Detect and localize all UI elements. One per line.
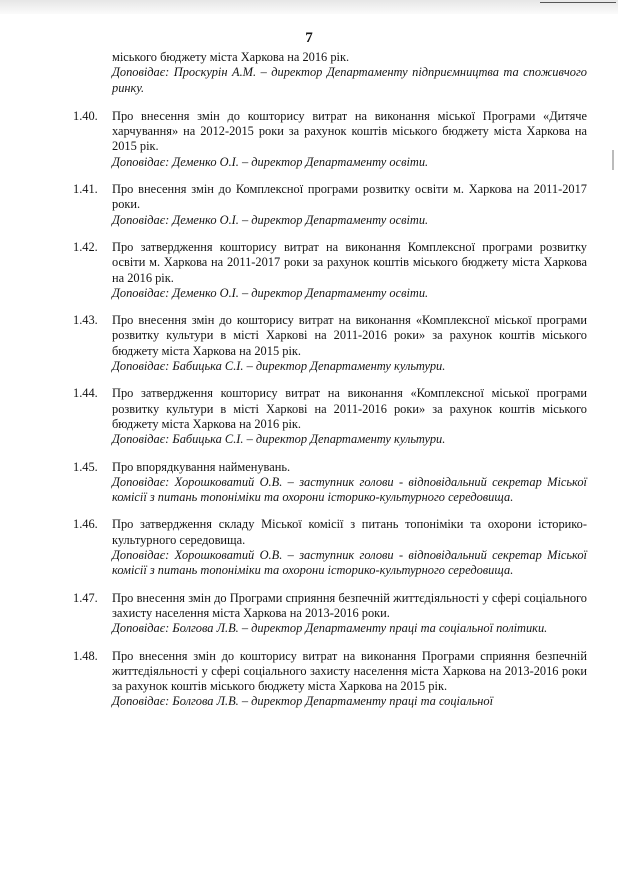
agenda-item-number: 1.48. — [73, 648, 98, 663]
agenda-item-number: 1.40. — [73, 108, 98, 123]
agenda-item-text: Про впорядкування найменувань. — [112, 459, 291, 474]
agenda-item-body — [112, 109, 587, 170]
agenda-item-text: Про внесення змін до кошторису витрат на виконання Програми сприяння безпечній життєдіяльності у сфері соціального захисту населення міста Харкова на 2013-2016 роки за рахунок коштів міського бюджету міста Харкова на 2015 рік. — [112, 648, 587, 694]
agenda-item — [73, 386, 587, 447]
agenda-item-number: 1.46. — [73, 517, 98, 532]
agenda-item-number: 1.42. — [73, 239, 98, 254]
agenda-item-text: Про внесення змін до Програми сприяння безпечній життєдіяльності у сфері соціального захисту населення міста Харкова на 2013-2016 роки. — [112, 590, 587, 620]
agenda-item — [73, 591, 587, 637]
agenda-item-speaker: Доповідає: Болгова Л.В. – директор Департаменту праці та соціальної політики. — [112, 621, 548, 636]
agenda-item-body — [112, 182, 587, 228]
agenda-item-body — [112, 50, 587, 96]
agenda-item-text: Про внесення змін до Комплексної програми розвитку освіти м. Харкова на 2011-2017 роки. — [112, 182, 587, 212]
agenda-item-speaker: Доповідає: Хорошковатий О.В. – заступник голови - відповідальний секретар Міської комісії з питань топоніміки та охорони історико-культурного середовища. — [112, 548, 587, 578]
agenda-item-continuation — [73, 50, 587, 96]
agenda-item — [73, 313, 587, 374]
agenda-item-number: 1.47. — [73, 590, 98, 605]
scan-artifact-edge — [612, 150, 614, 170]
agenda-item-speaker: Доповідає: Деменко О.І. – директор Департаменту освіти. — [112, 154, 429, 169]
agenda-item-speaker: Доповідає: Деменко О.І. – директор Департаменту освіти. — [112, 212, 429, 227]
agenda-item-text: Про внесення змін до кошторису витрат на виконання міської Програми «Дитяче харчування» на 2012-2015 роки за рахунок коштів міського бюджету міста Харкова на 2015 рік. — [112, 108, 587, 154]
agenda-content — [73, 50, 587, 722]
agenda-item-body — [112, 649, 587, 710]
agenda-item-body — [112, 386, 587, 447]
agenda-item-number: 1.44. — [73, 386, 98, 401]
agenda-item-body — [112, 313, 587, 374]
agenda-item-speaker: Доповідає: Проскурін А.М. – директор Департаменту підприємництва та споживчого ринку. — [112, 65, 587, 95]
scan-artifact-line — [540, 2, 616, 3]
agenda-item-text: міського бюджету міста Харкова на 2016 рік. — [112, 50, 350, 64]
agenda-item-number: 1.45. — [73, 459, 98, 474]
agenda-item-speaker: Доповідає: Хорошковатий О.В. – заступник голови - відповідальний секретар Міської комісії з питань топоніміки та охорони історико-культурного середовища. — [112, 474, 587, 505]
agenda-item — [73, 182, 587, 228]
agenda-item-body — [112, 460, 587, 506]
agenda-item — [73, 240, 587, 301]
agenda-item — [73, 460, 587, 506]
agenda-item — [73, 109, 587, 170]
agenda-item — [73, 517, 587, 578]
agenda-item-number-empty — [73, 50, 112, 96]
agenda-item-number: 1.43. — [73, 313, 98, 328]
agenda-item-speaker: Доповідає: Бабицька С.І. – директор Департаменту культури. — [112, 432, 446, 447]
agenda-item-speaker: Доповідає: Болгова Л.В. – директор Департаменту праці та соціальної — [112, 694, 494, 709]
agenda-item-text: Про затвердження кошторису витрат на виконання «Комплексної міської програми розвитку культури в місті Харкові на 2011-2016 роки» за рахунок коштів міського бюджету міста Харкова на 2016 рік. — [112, 386, 587, 431]
agenda-item-text: Про внесення змін до кошторису витрат на виконання «Комплексної міської програми розвитку культури в місті Харкові на 2011-2016 роки» за рахунок коштів міського бюджету міста Харкова на 2015 рік. — [112, 313, 587, 358]
agenda-item-speaker: Доповідає: Деменко О.І. – директор Департаменту освіти. — [112, 285, 429, 300]
agenda-item-speaker: Доповідає: Бабицька С.І. – директор Департаменту культури. — [112, 359, 446, 374]
agenda-item-text: Про затвердження кошторису витрат на виконання Комплексної програми розвитку освіти м. Харкова на 2011-2017 роки за рахунок коштів міського бюджету міста Харкова на 2016 рік. — [112, 239, 587, 285]
agenda-item-number: 1.41. — [73, 182, 98, 197]
agenda-item-body — [112, 517, 587, 578]
agenda-item-body — [112, 240, 587, 301]
agenda-item-body — [112, 591, 587, 637]
agenda-item — [73, 649, 587, 710]
scan-artifact-top — [0, 0, 618, 14]
page-number: 7 — [305, 30, 313, 46]
agenda-item-text: Про затвердження складу Міської комісії з питань топоніміки та охорони історико-культурного середовища. — [112, 517, 587, 547]
